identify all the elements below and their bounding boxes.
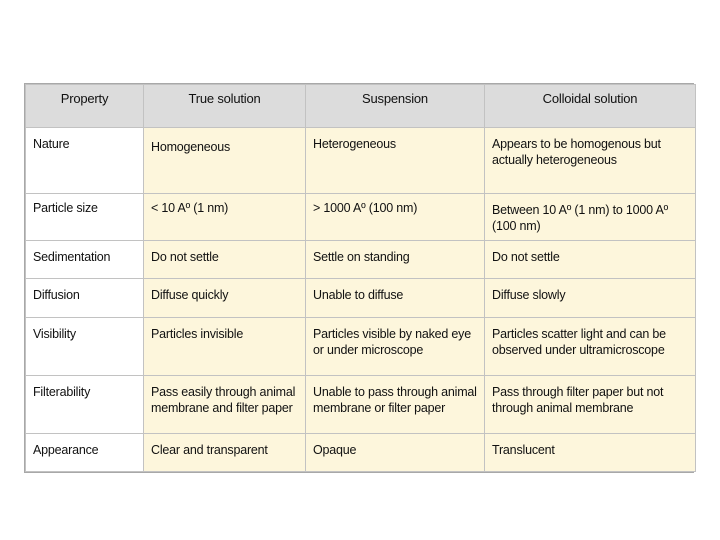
row-label-appearance: Appearance bbox=[26, 433, 144, 471]
table-cell: Pass easily through animal membrane and filter paper bbox=[144, 375, 306, 433]
header-true-solution: True solution bbox=[144, 85, 306, 128]
table-cell: Clear and transparent bbox=[144, 433, 306, 471]
table-row-diffusion bbox=[26, 279, 696, 317]
table-row-visibility bbox=[26, 317, 696, 375]
row-label-nature: Nature bbox=[26, 128, 144, 194]
table-cell: Settle on standing bbox=[306, 241, 485, 279]
table-row-appearance bbox=[26, 433, 696, 471]
table-cell: Do not settle bbox=[144, 241, 306, 279]
table-row-sedimentation bbox=[26, 241, 696, 279]
table-cell: Particles invisible bbox=[144, 317, 306, 375]
table-cell: Particles scatter light and can be observed under ultramicroscope bbox=[485, 317, 696, 375]
table-cell: Translucent bbox=[485, 433, 696, 471]
row-label-sedimentation: Sedimentation bbox=[26, 241, 144, 279]
table-cell: < 10 Aº (1 nm) bbox=[144, 194, 306, 241]
header-property: Property bbox=[26, 85, 144, 128]
row-label-particle-size: Particle size bbox=[26, 194, 144, 241]
table-row-nature bbox=[26, 128, 696, 194]
table-header-row bbox=[26, 85, 696, 128]
table-cell: Homogeneous bbox=[144, 128, 306, 194]
table-cell: Do not settle bbox=[485, 241, 696, 279]
table-cell: Pass through filter paper but not through animal membrane bbox=[485, 375, 696, 433]
table-row-particle-size bbox=[26, 194, 696, 241]
table-cell: Opaque bbox=[306, 433, 485, 471]
table-cell: Appears to be homogenous but actually heterogeneous bbox=[485, 128, 696, 194]
table-cell: Diffuse quickly bbox=[144, 279, 306, 317]
header-suspension: Suspension bbox=[306, 85, 485, 128]
table-cell: Unable to pass through animal membrane or filter paper bbox=[306, 375, 485, 433]
row-label-visibility: Visibility bbox=[26, 317, 144, 375]
row-label-diffusion: Diffusion bbox=[26, 279, 144, 317]
table-row-filterability bbox=[26, 375, 696, 433]
table-cell: Heterogeneous bbox=[306, 128, 485, 194]
table-cell: > 1000 Aº (100 nm) bbox=[306, 194, 485, 241]
comparison-table bbox=[25, 84, 696, 472]
table-cell: Diffuse slowly bbox=[485, 279, 696, 317]
comparison-table-container bbox=[24, 83, 694, 473]
row-label-filterability: Filterability bbox=[26, 375, 144, 433]
table-cell: Unable to diffuse bbox=[306, 279, 485, 317]
table-cell: Particles visible by naked eye or under microscope bbox=[306, 317, 485, 375]
table-cell: Between 10 Aº (1 nm) to 1000 Aº (100 nm) bbox=[485, 194, 696, 241]
header-colloidal-solution: Colloidal solution bbox=[485, 85, 696, 128]
